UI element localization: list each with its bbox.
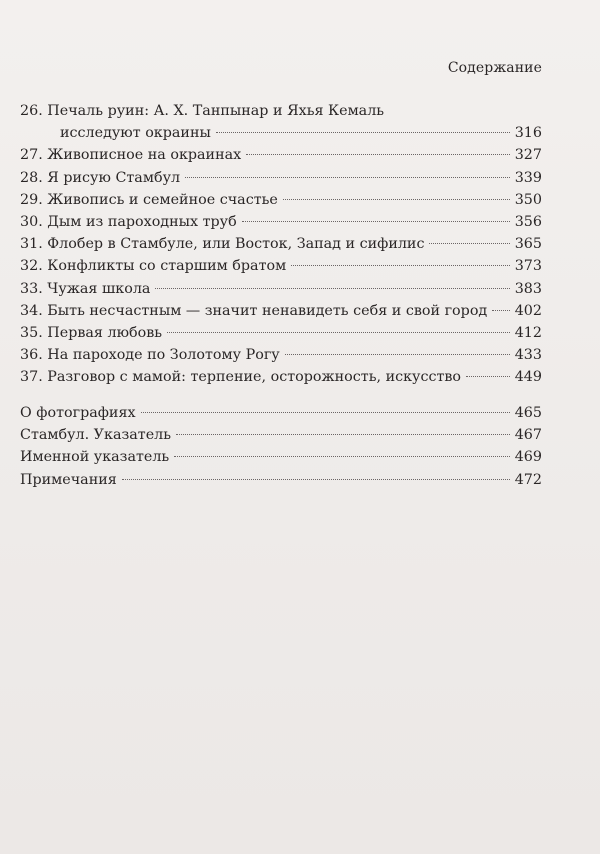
toc-entry — [20, 255, 542, 277]
toc-entry-page: 383 — [514, 280, 542, 297]
dot-leader — [122, 479, 510, 480]
toc-entry — [20, 100, 542, 144]
dot-leader — [242, 221, 510, 222]
toc-entry-title: 27. Живописное на окраинах — [20, 147, 242, 164]
dot-leader — [429, 243, 509, 244]
toc-entry-page: 467 — [514, 427, 542, 444]
dot-leader — [492, 310, 509, 311]
dot-leader — [285, 354, 510, 355]
dot-leader — [291, 265, 509, 266]
toc-entry-page: 465 — [514, 405, 542, 421]
toc-appendix — [20, 402, 542, 491]
toc-entry — [20, 366, 542, 388]
toc-entry — [20, 167, 542, 189]
toc-entry-page: 365 — [514, 236, 542, 253]
toc-entry-page: 472 — [514, 471, 542, 488]
toc-entry-title: 32. Конфликты со старшим братом — [20, 258, 287, 275]
toc-entry-page: 327 — [514, 147, 542, 164]
toc-entry-page: 433 — [514, 347, 542, 364]
toc-entry — [20, 446, 542, 468]
toc-entry — [20, 189, 542, 211]
dot-leader — [185, 177, 510, 178]
toc-entry-page: 412 — [514, 324, 542, 341]
toc-entry-title: 35. Первая любовь — [20, 324, 163, 341]
toc-entry-title: 31. Флобер в Стамбуле, или Восток, Запад и сифилис — [20, 236, 425, 253]
toc-entry — [20, 300, 542, 322]
toc-entry — [20, 469, 542, 491]
toc-entry-title: 29. Живопись и семейное счастье — [20, 191, 278, 208]
toc-entry-title: 33. Чужая школа — [20, 280, 151, 297]
dot-leader — [283, 199, 510, 200]
dot-leader — [141, 412, 510, 413]
dot-leader — [155, 288, 509, 289]
toc-entry — [20, 278, 542, 300]
toc-entry-page: 316 — [514, 125, 542, 142]
toc-entry-page: 469 — [514, 449, 542, 466]
running-header: Содержание — [447, 60, 542, 76]
toc-entry-page: 449 — [514, 369, 542, 386]
dot-leader — [176, 434, 510, 435]
toc-entry-title: О фотографиях — [20, 405, 136, 421]
toc-entry — [20, 211, 542, 233]
toc-entry — [20, 233, 542, 255]
toc-entry — [20, 402, 542, 424]
toc-entry-title: 26. Печаль руин: А. Х. Танпынар и Яхья Кемаль — [20, 103, 385, 119]
dot-leader — [216, 132, 510, 133]
toc-entry-title: 34. Быть несчастным — значит ненавидеть себя и свой город — [20, 302, 488, 319]
toc-entry-title: 28. Я рисую Стамбул — [20, 169, 181, 186]
dot-leader — [466, 376, 510, 377]
toc-entry-title: Примечания — [20, 471, 117, 488]
toc-entry — [20, 322, 542, 344]
toc-entry-page: 373 — [514, 258, 542, 275]
toc-entry-page: 350 — [514, 191, 542, 208]
toc-entry-page: 339 — [514, 169, 542, 186]
toc-entry — [20, 424, 542, 446]
toc-entry-title-cont: исследуют окраины — [60, 125, 211, 142]
toc-entry — [20, 344, 542, 366]
toc-entry-title: 36. На пароходе по Золотому Рогу — [20, 347, 280, 364]
toc-entry-page: 356 — [514, 213, 542, 230]
toc-entry-title: Именной указатель — [20, 449, 170, 466]
toc-entry — [20, 144, 542, 166]
dot-leader — [167, 332, 510, 333]
toc-entry-title: 30. Дым из пароходных труб — [20, 213, 237, 230]
toc-chapters — [20, 100, 542, 388]
toc-entry-page: 402 — [514, 302, 542, 319]
toc-entry-title: 37. Разговор с мамой: терпение, осторожность, искусство — [20, 369, 462, 386]
dot-leader — [174, 456, 509, 457]
dot-leader — [246, 154, 510, 155]
toc-entry-title: Стамбул. Указатель — [20, 427, 172, 444]
